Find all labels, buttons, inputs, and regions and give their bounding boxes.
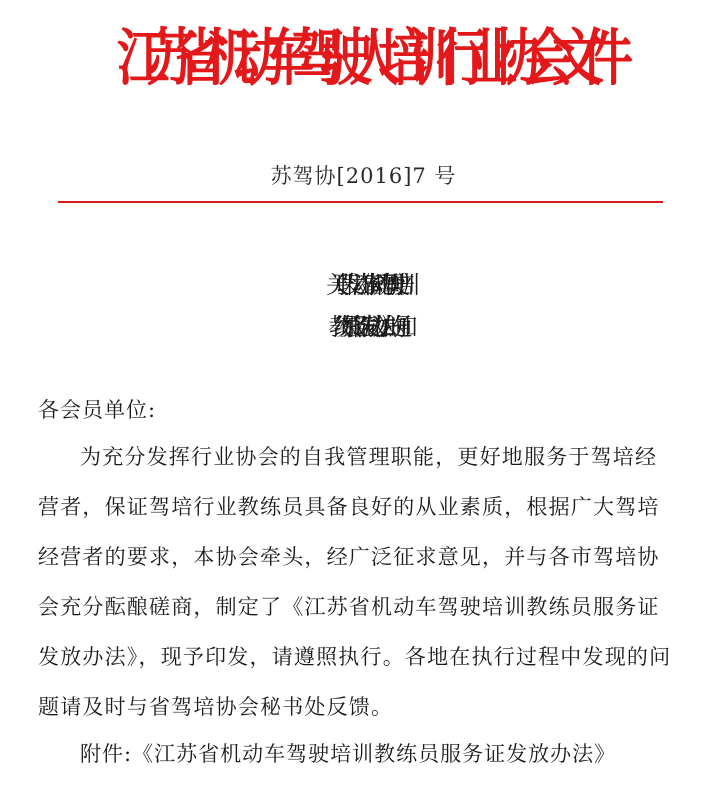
body-line-5: 发放办法》，现予印发，请遵照执行。各地在执行过程中发现的问 — [38, 645, 672, 669]
body-line-6: 题请及时与省驾培协会秘书处反馈。 — [38, 695, 394, 719]
salutation: 各会员单位: — [38, 398, 157, 422]
body-line-1: 为充分发挥行业协会的自我管理职能，更好地服务于驾培经 — [80, 445, 658, 469]
document-number: 苏驾协[2016]7 号 — [270, 164, 457, 188]
document-header-title: 江苏省机动车驾驶人培训行业协会文件 — [116, 22, 610, 95]
body-line-2: 营者，保证驾培行业教练员具备良好的从业素质，根据广大驾培 — [38, 495, 660, 519]
attachment-line: 附件:《江苏省机动车驾驶培训教练员服务证发放办法》 — [80, 742, 617, 766]
body-line-4: 会充分酝酿磋商，制定了《江苏省机动车驾驶培训教练员服务证 — [38, 595, 660, 619]
notice-title-line-2: 教练员服务证发放办法》的通知 — [328, 313, 399, 341]
header-divider — [58, 201, 663, 203]
body-line-3: 经营者的要求，本协会牵头，经广泛征求意见，并与各市驾培协 — [38, 545, 660, 569]
notice-title-line-1: 关于印发《江苏省机动车驾驶培训 — [326, 271, 401, 299]
